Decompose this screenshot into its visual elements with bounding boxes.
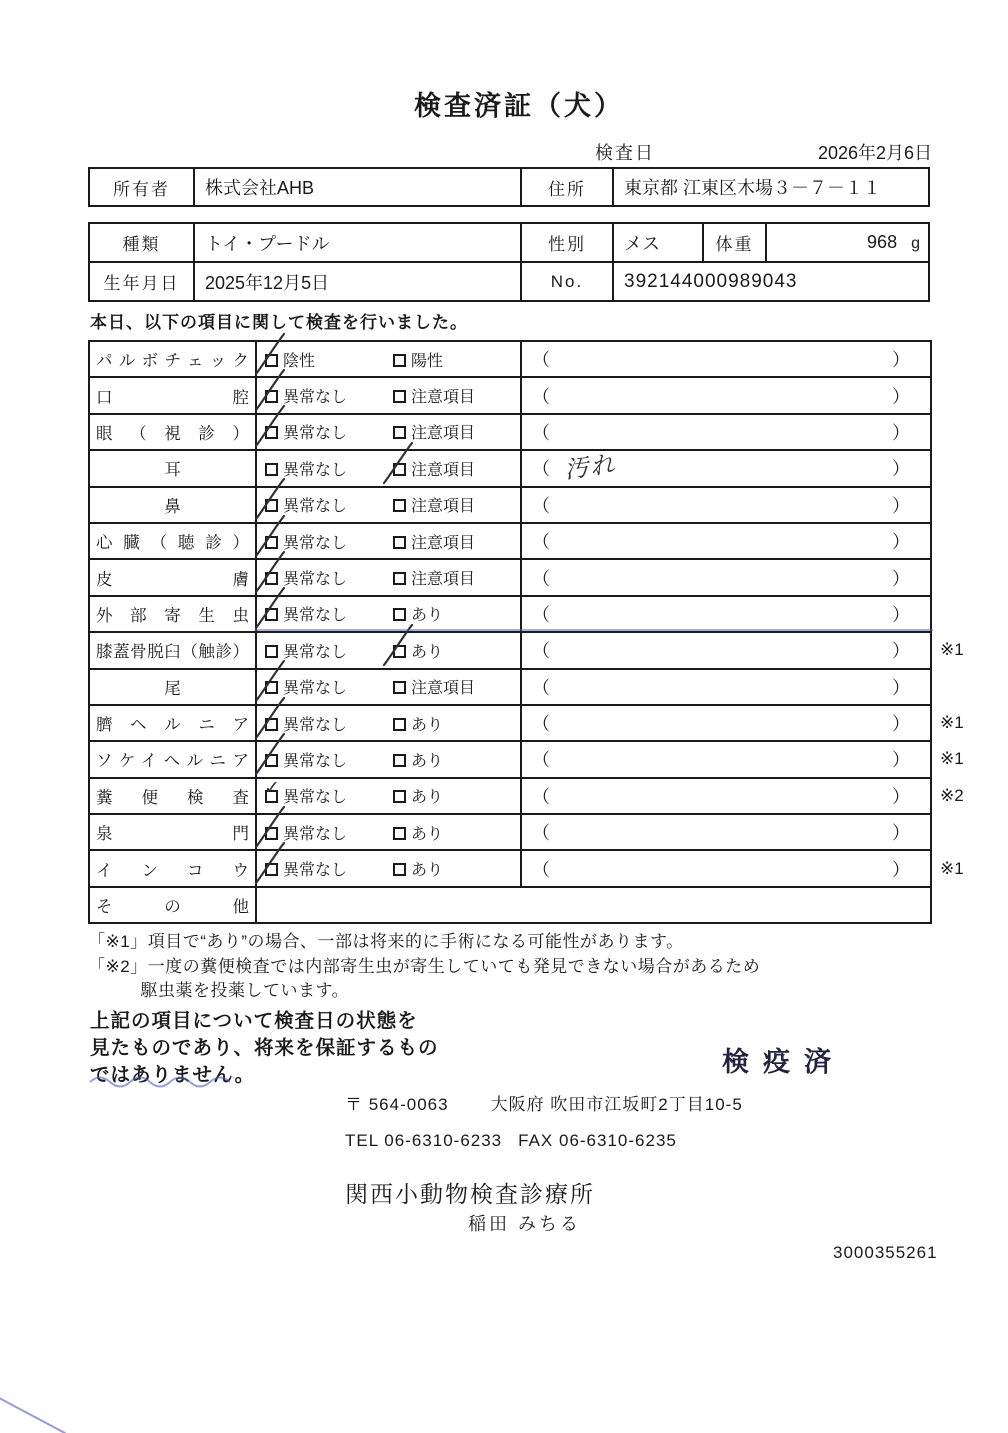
owner-table [88,167,930,207]
options-cell [256,450,521,486]
clinic-address: 大阪府 吹田市江坂町2丁目10-5 [490,1095,743,1114]
note-parentheses [522,528,930,554]
paren-open: （ [532,532,550,553]
option-label: 注意項目 [411,425,476,443]
option-label: 異常なし [283,571,348,589]
address-label: 住所 [521,168,613,206]
options-cell [256,414,521,450]
paren-close: ） [892,604,910,625]
option-label: あり [411,825,444,843]
option-label: 注意項目 [411,498,476,516]
sex-label: 性別 [521,223,613,262]
option-label: 陽性 [411,352,444,370]
pen-scribble-mark [88,1072,248,1088]
paren-open: （ [532,459,550,480]
inspection-row [89,450,981,486]
note-parentheses [522,449,930,484]
disclaimer-line-3: ではありません。 [90,1064,256,1086]
options-cell [256,669,521,705]
checkbox-icon [393,645,406,658]
options-cell [256,632,521,668]
item-label: 膝蓋骨脱臼（触診） [89,632,256,668]
note-parentheses [522,674,930,700]
checkbox-icon [393,536,406,549]
option-label: 異常なし [283,643,348,661]
option [393,712,443,735]
option [265,639,393,662]
paren-close: ） [892,459,910,480]
clinic-address-line [345,1090,743,1115]
item-label: 口腔 [89,377,256,413]
note-parentheses [522,637,930,663]
checkbox-icon [393,390,406,403]
item-label: その他 [89,887,256,923]
options-cell [256,814,521,850]
option-label: 注意項目 [411,680,476,698]
note-cell [521,705,931,741]
option-label: 異常なし [283,425,348,443]
option [265,748,393,771]
note-cell [521,778,931,814]
paren-close: ） [892,532,910,553]
note-cell [521,632,931,668]
option [265,348,393,371]
checkbox-icon [393,790,406,803]
options-cell [256,850,521,886]
option [265,566,393,589]
option [393,420,475,443]
option-label: あり [411,752,444,770]
address-value: 東京都 江東区木場３－７－１１ [613,168,929,206]
inspection-row [89,596,981,632]
option [393,348,443,371]
breed-label: 種類 [89,223,194,262]
inspection-row [89,414,981,450]
option-label: 異常なし [283,461,348,479]
footnote-2: 「※2」一度の糞便検査では内部寄生虫が寄生していても発見できない場合があるため [88,956,761,976]
inspection-row [89,341,981,377]
checkbox-icon [265,608,278,621]
option-label: 陰性 [283,352,316,370]
birthdate-value: 2025年12月5日 [194,262,521,301]
note-parentheses [522,565,930,591]
sex-value: メス [613,223,703,262]
option [265,493,393,516]
option-label: 異常なし [283,607,348,625]
option [265,530,393,553]
remark-cell [931,414,981,450]
scan-artifact-blue-line [255,629,933,631]
option [265,675,393,698]
clinic-postal-code: 〒 564-0063 [345,1095,449,1114]
paren-close: ） [892,677,910,698]
remark-cell [931,887,981,923]
note-cell [521,450,931,486]
paren-open: （ [532,859,550,880]
checkbox-icon [265,354,278,367]
option-label: あり [411,789,444,807]
inspection-row [89,377,981,413]
checkbox-icon [393,608,406,621]
paren-close: ） [892,859,910,880]
option [265,857,393,880]
paren-close: ） [892,750,910,771]
remark-cell [931,450,981,486]
note-cell [521,559,931,595]
options-cell [256,523,521,559]
owner-label: 所有者 [89,168,194,206]
checkbox-icon [393,572,406,585]
paren-open: （ [532,641,550,662]
note-parentheses [522,419,930,445]
note-cell [521,341,931,377]
checkbox-icon [393,863,406,876]
checkbox-icon [393,754,406,767]
intro-text: 本日、以下の項目に関して検査を行いました。 [90,313,468,332]
checkbox-icon [265,426,278,439]
checkbox-icon [393,463,406,476]
option [265,457,393,480]
checkbox-icon [393,681,406,694]
serial-number: 3000355261 [833,1243,938,1262]
note-cell [521,850,931,886]
weight-label: 体重 [703,223,766,262]
quarantine-stamp: 検疫済 [722,1047,845,1077]
remark-cell [931,377,981,413]
checkbox-icon [265,681,278,694]
option [393,566,475,589]
paren-close: ） [892,641,910,662]
note-parentheses [522,710,930,736]
clinic-tel: TEL 06-6310-6233 [345,1131,503,1150]
remark-cell: ※1 [940,858,964,878]
pet-row-2 [89,262,929,301]
paren-open: （ [532,568,550,589]
weight-value [766,223,929,262]
footnote-1: 「※1」項目で“あり”の場合、一部は将来的に手術になる可能性があります。 [88,932,684,951]
paren-close: ） [892,823,910,844]
paren-close: ） [892,786,910,807]
item-label: 耳 [89,450,256,486]
inspection-row [89,669,981,705]
option [393,748,443,771]
weight-number: 968 [867,232,898,252]
paren-close: ） [892,422,910,443]
breed-value: トイ・プードル [194,223,521,262]
inspection-row [89,850,981,886]
option-label: あり [411,862,444,880]
checkbox-icon [393,718,406,731]
option-label: 注意項目 [411,461,476,479]
note-parentheses [522,819,930,845]
inspection-row [89,523,981,559]
option [393,602,443,625]
option-label: 異常なし [283,789,348,807]
item-label: 尾 [89,669,256,705]
options-cell [256,559,521,595]
number-label: No. [521,262,613,301]
checkbox-icon [265,572,278,585]
checkbox-icon [265,499,278,512]
checkbox-icon [265,645,278,658]
remark-cell [931,559,981,595]
options-cell [256,487,521,523]
option [265,420,393,443]
paren-open: （ [532,350,550,371]
checkbox-icon [265,390,278,403]
note-parentheses [522,856,930,882]
note-parentheses [522,346,930,372]
note-cell [521,741,931,777]
item-label: 皮膚 [89,559,256,595]
note-parentheses [522,746,930,772]
checkbox-icon [393,499,406,512]
owner-value: 株式会社AHB [194,168,521,206]
remark-cell: ※1 [940,713,964,733]
option [393,821,443,844]
check-mark-icon: ✓ [264,778,280,800]
inspection-row [89,778,981,814]
inspection-table-body [89,341,981,923]
remark-cell: ※1 [940,749,964,769]
option [265,712,393,735]
number-value: 392144000989043 [613,262,929,301]
note-parentheses [522,383,930,409]
empty-cell [256,887,931,923]
option [393,857,443,880]
pet-row-1 [89,223,929,262]
paren-close: ） [892,350,910,371]
item-label: 外部寄生虫 [89,596,256,632]
options-cell [256,341,521,377]
options-cell [256,778,521,814]
disclaimer-line-2: 見たものであり、将来を保証するもの [90,1037,439,1059]
birthdate-label: 生年月日 [89,262,194,301]
option [265,384,393,407]
clinic-fax: FAX 06-6310-6235 [518,1131,677,1150]
option-label: あり [411,716,444,734]
checkbox-icon [265,718,278,731]
footnotes [88,930,760,1004]
option [393,530,475,553]
note-parentheses [522,783,930,809]
inspection-date-label: 検査日 [595,143,655,163]
item-label: パルボチェック [89,341,256,377]
item-label: 眼（視診） [89,414,256,450]
item-label: 糞便検査 [89,778,256,814]
checkbox-icon [265,827,278,840]
option [393,675,475,698]
option-label: 異常なし [283,825,348,843]
item-label: 鼻 [89,487,256,523]
option [264,778,393,807]
item-label: 心臓（聴診） [89,523,256,559]
option-label: 異常なし [283,862,348,880]
option [393,457,475,480]
option-label: 注意項目 [411,534,476,552]
note-parentheses [522,601,930,627]
inspection-row [89,559,981,595]
option-label: 異常なし [283,752,348,770]
remark-cell [931,523,981,559]
remark-cell [931,669,981,705]
option [393,784,443,807]
remark-cell: ※1 [940,640,964,660]
weight-unit: g [911,235,920,252]
checkbox-icon [265,463,278,476]
checkbox-icon [393,827,406,840]
note-parentheses [522,492,930,518]
option-label: 異常なし [283,498,348,516]
checkbox-icon [265,863,278,876]
paren-close: ） [892,714,910,735]
note-cell [521,523,931,559]
option-label: 注意項目 [411,571,476,589]
checkbox-icon [393,426,406,439]
note-cell [521,814,931,850]
checkbox-icon [265,754,278,767]
inspection-row [89,705,981,741]
option-label: 異常なし [283,389,348,407]
paren-close: ） [892,386,910,407]
option-label: 異常なし [283,534,348,552]
remark-cell: ※2 [940,785,964,805]
note-cell [521,377,931,413]
pet-table [88,222,930,302]
document-title: 検査済証（犬） [414,91,624,121]
item-label: インコウ [89,850,256,886]
option-label: あり [411,607,444,625]
paren-open: （ [532,750,550,771]
option-label: 注意項目 [411,389,476,407]
item-label: 泉門 [89,814,256,850]
inspection-row [89,814,981,850]
note-cell [521,487,931,523]
note-cell [521,596,931,632]
inspection-row [89,741,981,777]
paren-open: （ [532,604,550,625]
paren-open: （ [532,495,550,516]
option [393,639,443,662]
remark-cell [931,814,981,850]
options-cell [256,377,521,413]
inspection-row [89,487,981,523]
note-cell [521,414,931,450]
handwritten-note: 汚れ [562,449,618,484]
option [265,602,393,625]
paren-close: ） [892,495,910,516]
clinic-name: 関西小動物検査診療所 [345,1181,595,1207]
scan-artifact-corner-mark [0,1396,66,1433]
item-label: 臍ヘルニア [89,705,256,741]
options-cell [256,596,521,632]
veterinarian-name: 稲田 みちる [468,1214,582,1234]
inspection-table [88,340,982,924]
remark-cell [931,596,981,632]
paren-open: （ [532,714,550,735]
remark-cell [931,487,981,523]
inspection-row [89,887,981,923]
owner-row [89,168,929,206]
option [393,493,475,516]
note-cell [521,669,931,705]
paren-open: （ [532,386,550,407]
paren-open: （ [532,677,550,698]
item-label: ソケイヘルニア [89,741,256,777]
options-cell [256,741,521,777]
option-label: 異常なし [283,716,348,734]
option-label: あり [411,643,444,661]
checkbox-icon [265,536,278,549]
checkbox-icon [393,354,406,367]
paren-close: ） [892,568,910,589]
options-cell [256,705,521,741]
disclaimer-line-1: 上記の項目について検査日の状態を [90,1010,418,1032]
clinic-phone-line [345,1131,677,1151]
remark-cell [931,341,981,377]
paren-open: （ [532,786,550,807]
paren-open: （ [532,422,550,443]
option [393,384,475,407]
inspection-date-value: 2026年2月6日 [818,143,933,163]
inspection-row [89,632,981,668]
option [265,821,393,844]
paren-open: （ [532,823,550,844]
footnote-3: 駆虫薬を投薬しています。 [88,981,350,1000]
option-label: 異常なし [283,680,348,698]
